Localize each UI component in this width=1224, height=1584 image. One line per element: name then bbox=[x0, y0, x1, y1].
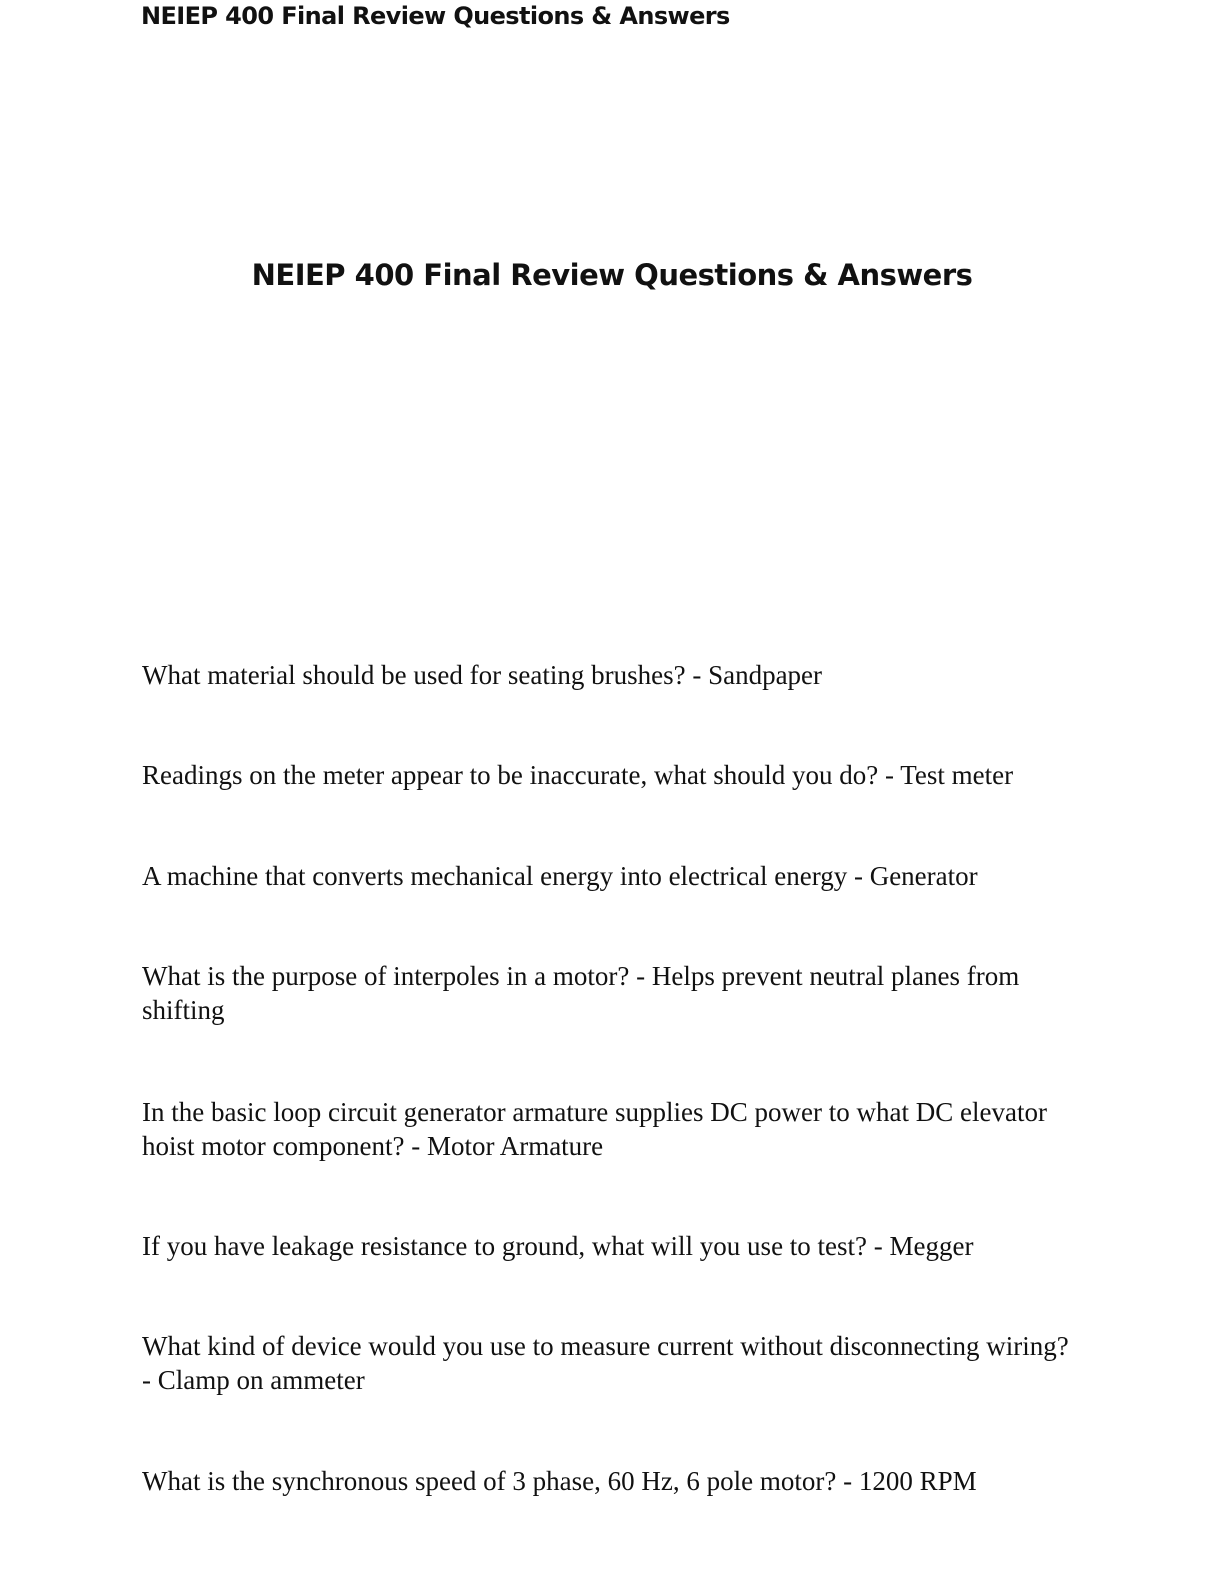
qa-item: Readings on the meter appear to be inaccurate, what should you do? - Test meter bbox=[142, 760, 1014, 790]
running-header: NEIEP 400 Final Review Questions & Answers bbox=[141, 2, 730, 30]
qa-item: What kind of device would you use to measure current without disconnecting wiring? - Clamp on ammeter bbox=[142, 1331, 1069, 1395]
qa-item: A machine that converts mechanical energy into electrical energy - Generator bbox=[142, 861, 978, 891]
document-title: NEIEP 400 Final Review Questions & Answers bbox=[251, 258, 973, 292]
qa-item: What material should be used for seating brushes? - Sandpaper bbox=[142, 660, 823, 690]
qa-item: What is the synchronous speed of 3 phase, 60 Hz, 6 pole motor? - 1200 RPM bbox=[142, 1466, 977, 1496]
qa-item: What is the purpose of interpoles in a motor? - Helps prevent neutral planes from shifting bbox=[142, 961, 1020, 1025]
qa-item: In the basic loop circuit generator armature supplies DC power to what DC elevator hoist motor component? - Motor Armature bbox=[142, 1097, 1047, 1161]
qa-item: If you have leakage resistance to ground, what will you use to test? - Megger bbox=[142, 1231, 974, 1261]
